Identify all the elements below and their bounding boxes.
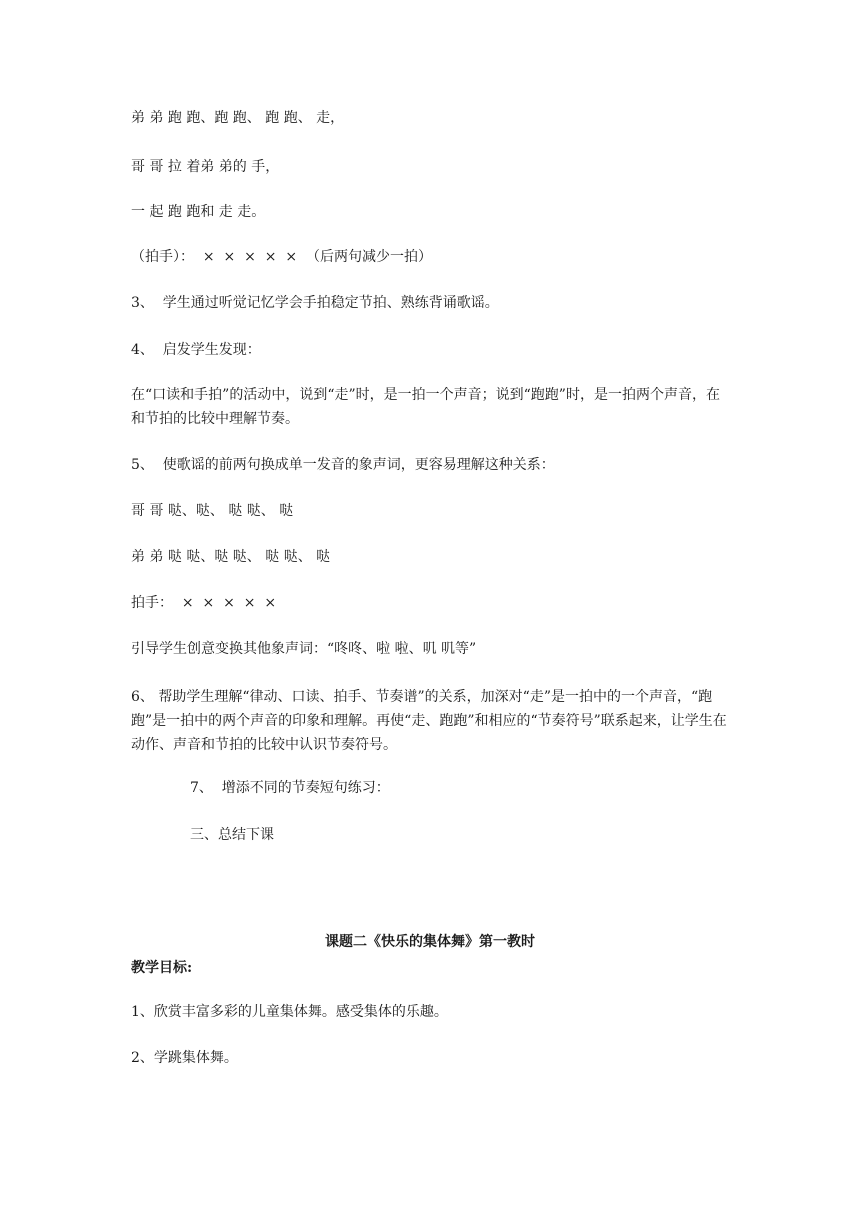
goal-item: 2、学跳集体舞。 xyxy=(131,1050,238,1066)
text-line: 5、 使歌谣的前两句换成单一发音的象声词，更容易理解这种关系： xyxy=(131,457,555,473)
text-line: 7、 增添不同的节奏短句练习： xyxy=(190,780,390,796)
text-line: 三、总结下课 xyxy=(190,827,274,843)
text-line: 哥 哥 哒、哒、 哒 哒、 哒 xyxy=(131,503,294,519)
lesson-title: 课题二《快乐的集体舞》第一教时 xyxy=(325,934,535,950)
text-line: 3、 学生通过听觉记忆学会手拍稳定节拍、熟练背诵歌谣。 xyxy=(131,295,499,311)
text-line: 弟 弟 哒 哒、哒 哒、 哒 哒、 哒 xyxy=(131,549,331,565)
goal-item: 1、欣赏丰富多彩的儿童集体舞。感受集体的乐趣。 xyxy=(131,1004,448,1020)
text-line: 一 起 跑 跑和 走 走。 xyxy=(131,204,266,220)
text-paragraph: 在“口读和手拍”的活动中，说到“走”时，是一拍一个声音；说到“跑跑”时，是一拍两个声音，在和节拍的比较中理解节奏。 xyxy=(131,387,720,427)
text-line: 4、 启发学生发现： xyxy=(131,342,261,358)
text-line: 拍手： × × × × × xyxy=(131,595,277,611)
text-line: （拍手）： × × × × × （后两句减少一拍） xyxy=(131,249,433,265)
text-line: 引导学生创意变换其他象声词：“咚咚、啦 啦、叽 叽等” xyxy=(131,641,477,657)
text-line: 哥 哥 拉 着弟 弟的 手， xyxy=(131,159,280,175)
goals-heading: 教学目标: xyxy=(131,960,193,976)
text-line: 弟 弟 跑 跑、跑 跑、 跑 跑、 走， xyxy=(131,110,345,126)
text-paragraph: 6、 帮助学生理解“律动、口读、拍手、节奏谱”的关系，加深对“走”是一拍中的一个声音，“跑跑”是一拍中的两个声音的印象和理解。再使“走、跑跑”和相应的“节奏符号”联系起来，让学生在动作、声音和节拍的比较中认识节奏符号。 xyxy=(131,689,727,753)
